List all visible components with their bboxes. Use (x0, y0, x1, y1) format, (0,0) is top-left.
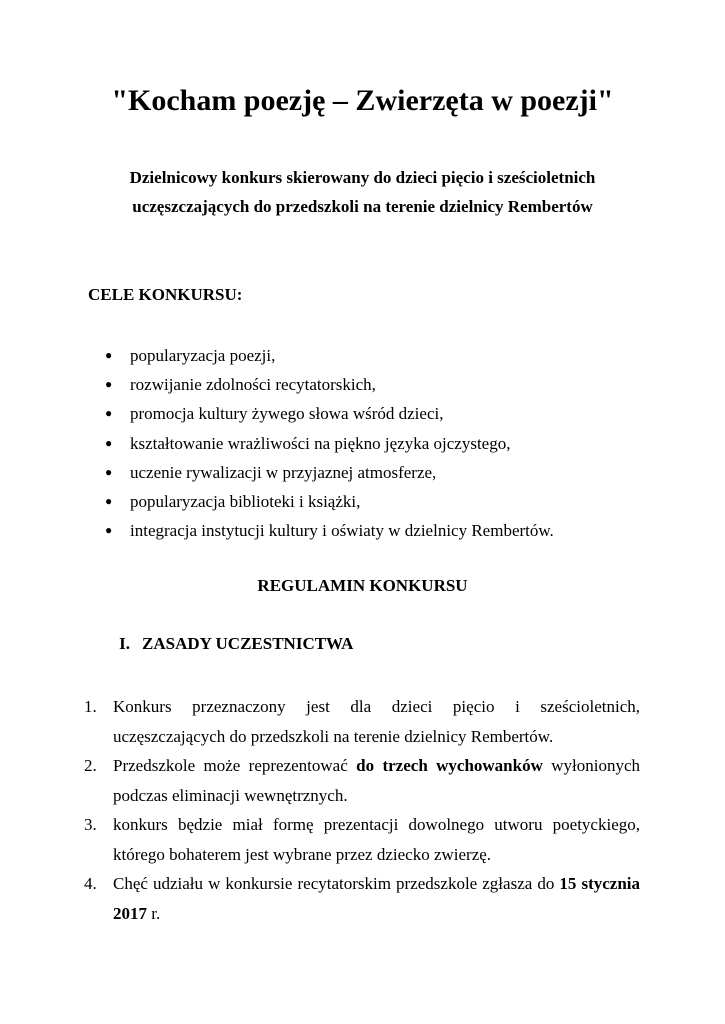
bullet-icon: ● (105, 348, 113, 362)
goal-text: promocja kultury żywego słowa wśród dzieci, (130, 404, 444, 424)
rule-line: którego bohaterem jest wybrane przez dziecko zwierzę. (113, 844, 492, 864)
goal-text: kształtowanie wrażliwości na piękno języka ojczystego, (130, 433, 511, 453)
rule-item (84, 692, 640, 751)
rule-line: Konkurs przeznaczony jest dla dzieci pięcio i sześcioletnich, (113, 697, 640, 716)
cele-heading: CELE KONKURSU: (88, 285, 243, 304)
rules-list (84, 692, 640, 928)
rule-item (84, 869, 640, 928)
goal-text: popularyzacja poezji, (130, 346, 276, 365)
rule-line (113, 751, 640, 781)
bullet-icon: ● (105, 406, 113, 421)
bullet-icon: ● (105, 523, 113, 538)
page-subtitle (0, 163, 725, 221)
bullet-icon: ● (105, 377, 113, 392)
rule-emphasis: 15 stycznia (559, 874, 641, 893)
rule-emphasis: 2017 (113, 903, 147, 923)
rule-line (113, 869, 640, 899)
rule-item (84, 751, 640, 810)
rule-item (84, 810, 640, 869)
rule-number: 3. (84, 815, 97, 834)
subtitle-line-1: Dzielnicowy konkurs skierowany do dzieci pięcio i sześcioletnich (129, 168, 596, 187)
bullet-icon: ● (105, 493, 113, 508)
section-numeral: I. (119, 634, 130, 653)
goal-text: integracja instytucji kultury i oświaty w dzielnicy Rembertów. (130, 521, 554, 541)
bullet-icon: ● (105, 464, 113, 479)
rule-text: wyłonionych (551, 756, 641, 775)
regulamin-heading: REGULAMIN KONKURSU (257, 576, 468, 595)
goal-text: rozwijanie zdolności recytatorskich, (130, 375, 376, 395)
rule-number: 1. (84, 697, 97, 716)
goal-text: uczenie rywalizacji w przyjaznej atmosferze, (130, 462, 437, 482)
rule-line: konkurs będzie miał formę prezentacji dowolnego utworu poetyckiego, (113, 815, 640, 834)
rule-text: Chęć udziału w konkursie recytatorskim przedszkole zgłasza do (113, 874, 555, 893)
page-title: "Kocham poezję – Zwierzęta w poezji" (111, 84, 614, 117)
rule-line: podczas eliminacji wewnętrznych. (113, 785, 348, 805)
goal-text: popularyzacja biblioteki i książki, (130, 491, 361, 511)
rule-line: uczęszczających do przedszkoli na terenie dzielnicy Rembertów. (113, 726, 554, 746)
rule-number: 4. (84, 874, 97, 893)
rule-number: 2. (84, 756, 97, 775)
section-heading (88, 634, 353, 654)
rule-text: Przedszkole może reprezentować (113, 756, 348, 775)
section-title: ZASADY UCZESTNICTWA (142, 634, 354, 653)
rule-text: r. (151, 903, 161, 923)
rule-emphasis: do trzech wychowanków (356, 756, 543, 775)
bullet-icon: ● (105, 435, 113, 450)
subtitle-line-2: uczęszczających do przedszkoli na terenie dzielnicy Rembertów (132, 197, 593, 216)
rule-line (113, 899, 640, 929)
